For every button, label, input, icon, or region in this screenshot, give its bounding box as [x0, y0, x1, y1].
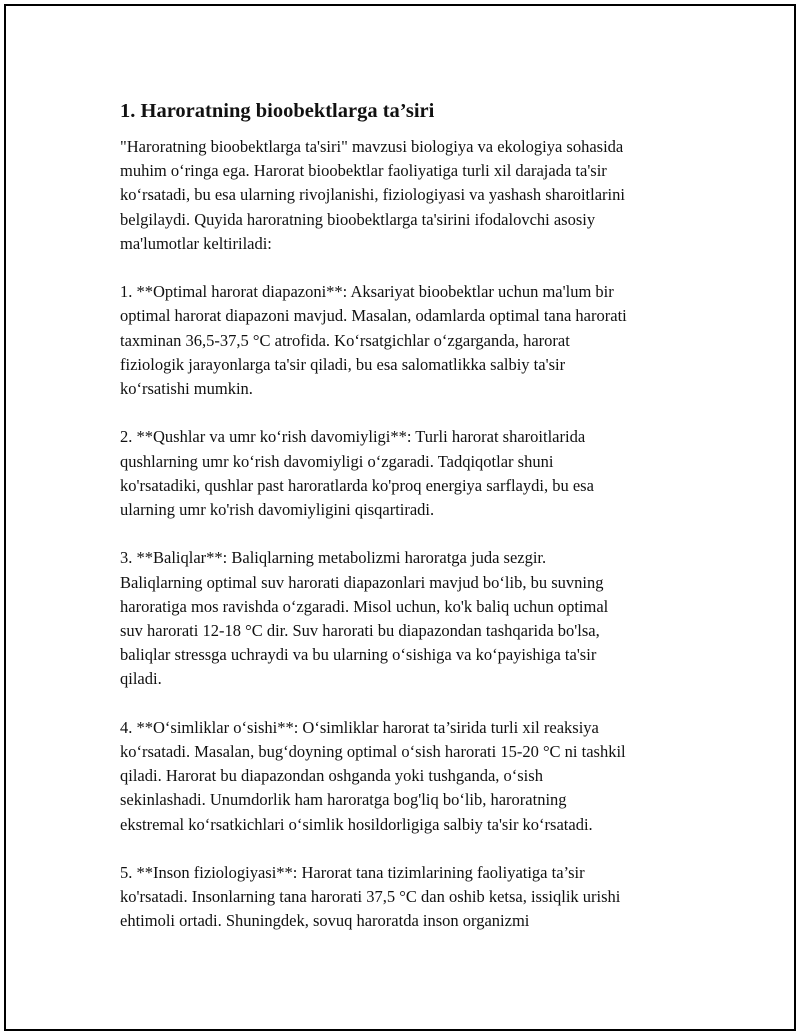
item-optimal-temperature: [120, 280, 680, 401]
item-fish: [120, 546, 680, 691]
text-line: belgilaydi. Quyida haroratning bioobektlarga ta'sirini ifodalovchi asosiy: [120, 209, 596, 229]
text-line: ekstremal ko‘rsatkichlari o‘simlik hosildorligiga salbiy ta'sir ko‘rsatadi.: [120, 814, 593, 834]
text-line: ehtimoli ortadi. Shuningdek, sovuq haroratda inson organizmi: [120, 911, 530, 931]
text-line: muhim o‘ringa ega. Harorat bioobektlar faoliyatiga turli xil darajada ta'sir: [120, 161, 607, 181]
text-line: ularning umr ko'rish davomiyligini qisqartiradi.: [120, 500, 435, 520]
text-line: ko'rsatadi. Insonlarning tana harorati 37,5 °C dan oshib ketsa, issiqlik urishi: [120, 887, 621, 907]
text-line: ko‘rsatadi, bu esa ularning rivojlanishi, fiziologiyasi va yashash sharoitlarini: [120, 185, 625, 205]
document-page: [4, 4, 796, 1031]
document-body: [120, 98, 680, 958]
text-line: taxminan 36,5-37,5 °C atrofida. Ko‘rsatgichlar o‘zgarganda, harorat: [120, 330, 570, 350]
text-line: qiladi.: [120, 669, 162, 689]
text-line: 5. **Inson fiziologiyasi**: Harorat tana tizimlarining faoliyatiga ta’sir: [120, 863, 585, 883]
text-line: "Haroratning bioobektlarga ta'siri" mavzusi biologiya va ekologiya sohasida: [120, 137, 624, 156]
text-line: ma'lumotlar keltiriladi:: [120, 233, 272, 253]
text-line: haroratiga mos ravishda o‘zgaradi. Misol uchun, ko'k baliq uchun optimal: [120, 596, 609, 616]
section-title: 1. Haroratning bioobektlarga ta’siri: [120, 100, 435, 122]
text-line: ko'rsatadiki, qushlar past haroratlarda ko'proq energiya sarflaydi, bu esa: [120, 475, 594, 495]
text-line: fiziologik jarayonlarga ta'sir qiladi, bu esa salomatlikka salbiy ta'sir: [120, 354, 566, 374]
item-human-physiology: [120, 861, 680, 934]
text-line: 3. **Baliqlar**: Baliqlarning metabolizmi haroratga juda sezgir.: [120, 548, 547, 568]
text-line: sekinlashadi. Unumdorlik ham haroratga bog'liq bo‘lib, haroratning: [120, 790, 567, 810]
text-line: optimal harorat diapazoni mavjud. Masalan, odamlarda optimal tana harorati: [120, 306, 627, 326]
text-line: qiladi. Harorat bu diapazondan oshganda yoki tushganda, o‘sish: [120, 766, 543, 786]
text-line: qushlarning umr ko‘rish davomiyligi o‘zgaradi. Tadqiqotlar shuni: [120, 451, 554, 471]
text-line: Baliqlarning optimal suv harorati diapazonlari mavjud bo‘lib, bu suvning: [120, 572, 604, 592]
text-line: 1. **Optimal harorat diapazoni**: Aksariyat bioobektlar uchun ma'lum bir: [120, 282, 614, 302]
text-line: 4. **O‘simliklar o‘sishi**: O‘simliklar harorat ta’sirida turli xil reaksiya: [120, 717, 599, 737]
intro-paragraph: [120, 135, 680, 256]
text-line: ko‘rsatadi. Masalan, bug‘doyning optimal o‘sish harorati 15-20 °C ni tashkil: [120, 742, 626, 762]
text-line: ko‘rsatishi mumkin.: [120, 379, 253, 399]
text-line: baliqlar stressga uchraydi va bu ularning o‘sishiga va ko‘payishiga ta'sir: [120, 645, 597, 665]
item-plant-growth: [120, 716, 680, 837]
text-line: 2. **Qushlar va umr ko‘rish davomiyligi**: Turli harorat sharoitlarida: [120, 427, 586, 447]
text-line: suv harorati 12-18 °C dir. Suv harorati bu diapazondan tashqarida bo'lsa,: [120, 621, 600, 641]
item-birds-lifespan: [120, 425, 680, 522]
